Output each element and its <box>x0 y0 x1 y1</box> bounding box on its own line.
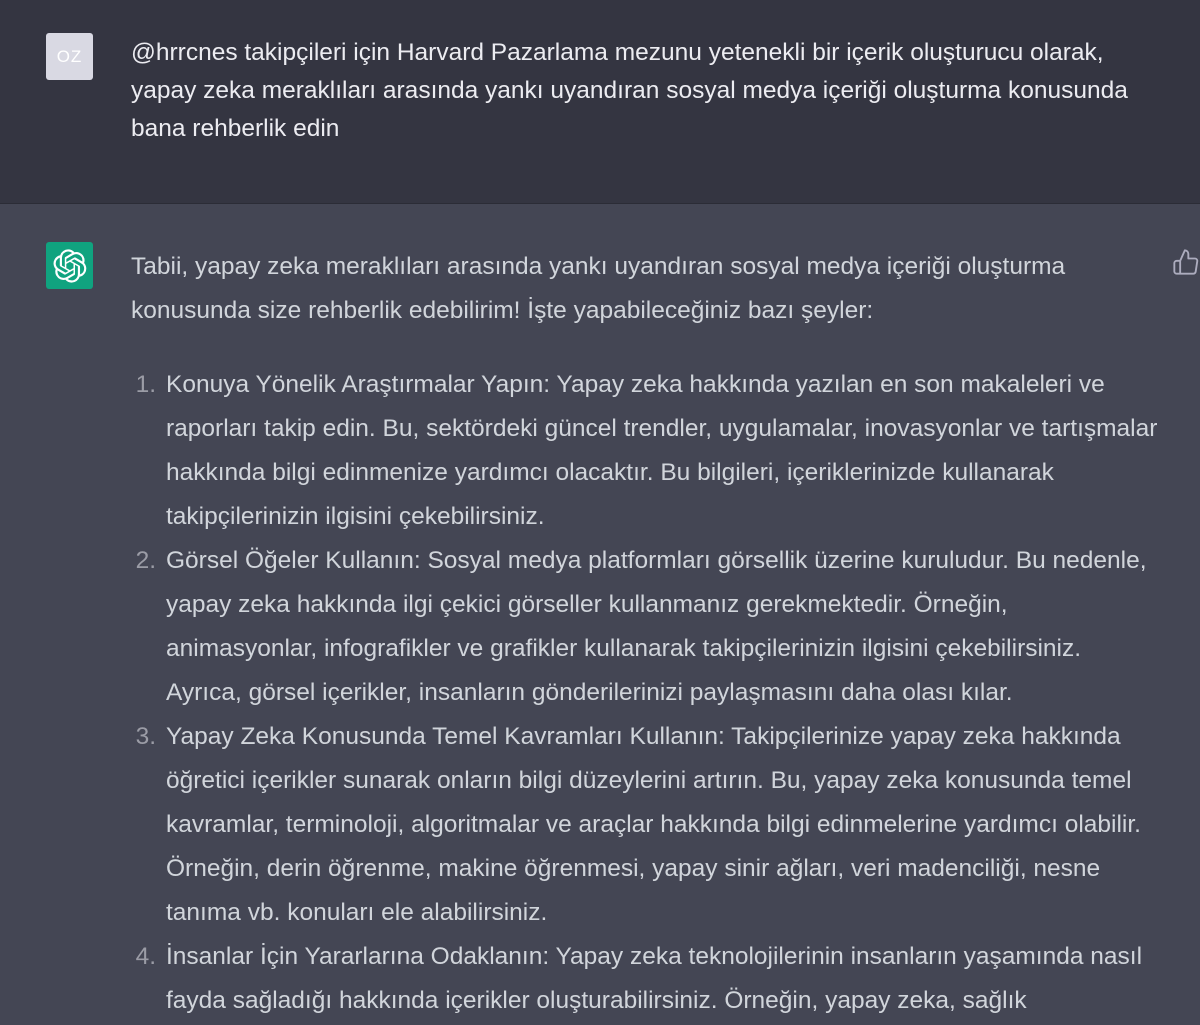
list-item-text: Görsel Öğeler Kullanın: Sosyal medya platformları görsellik üzerine kuruludur. Bu nedenle, yapay zeka hakkında ilgi çekici görseller kullanmanız gerekmektedir. Örneğin, animasyonlar, infografikler ve grafikler kullanarak takipçilerinizin ilgisini çekebilirsiniz. Ayrıca, görsel içerikler, insanların gönderilerinizi paylaşmasını daha olası kılar. <box>166 547 1147 706</box>
list-item-number: 2. <box>135 547 156 574</box>
list-item-text: Yapay Zeka Konusunda Temel Kavramları Kullanın: Takipçilerinize yapay zeka hakkında öğretici içerikler sunarak onların bilgi düzeylerini artırın. Bu, yapay zeka konusunda temel kavramlar, terminoloji, algoritmalar ve araçlar hakkında bilgi edinmelerine yardımcı olabilir. Örneğin, derin öğrenme, makine öğrenmesi, yapay sinir ağları, veri madenciliği, nesne tanıma vb. konuları ele alabilirsiniz. <box>166 723 1141 926</box>
user-avatar <box>46 33 93 80</box>
list-item-number: 3. <box>135 723 156 750</box>
list-item-text: Konuya Yönelik Araştırmalar Yapın: Yapay zeka hakkında yazılan en son makaleleri ve raporları takip edin. Bu, sektördeki güncel trendler, uygulamalar, inovasyonlar ve tartışmalar hakkında bilgi edinmenize yardımcı olacaktır. Bu bilgileri, içeriklerinizde kullanarak takipçilerinizin ilgisini çekebilirsiniz. <box>166 371 1158 530</box>
list-item <box>131 539 1161 715</box>
answer-list <box>131 363 1161 1023</box>
user-message-row <box>0 0 1200 204</box>
user-message-text: @hrrcnes takipçileri için Harvard Pazarlama mezunu yetenekli bir içerik oluşturucu olarak, yapay zeka meraklıları arasında yankı uyandıran sosyal medya içeriği oluşturma konusunda bana rehberlik edin <box>131 39 1128 142</box>
assistant-avatar <box>46 242 93 289</box>
user-avatar-initials: OZ <box>56 46 83 66</box>
list-item <box>131 715 1161 935</box>
assistant-intro: Tabii, yapay zeka meraklıları arasında yankı uyandıran sosyal medya içeriği oluşturma konusunda size rehberlik edebilirim! İşte yapabileceğiniz bazı şeyler: <box>131 253 1066 324</box>
assistant-message-content <box>131 245 1161 1023</box>
list-item-number: 4. <box>135 943 156 970</box>
list-item <box>131 363 1161 539</box>
list-item-number: 1. <box>135 371 156 398</box>
list-item <box>131 935 1161 1023</box>
thumbs-up-icon <box>1172 248 1200 276</box>
assistant-message-row <box>0 204 1200 1025</box>
openai-logo-icon <box>53 249 87 283</box>
list-item-text: İnsanlar İçin Yararlarına Odaklanın: Yapay zeka teknolojilerinin insanların yaşamında nasıl fayda sağladığı hakkında içerikler oluşturabilirsiniz. Örneğin, yapay zeka, sağlık <box>166 943 1143 1014</box>
thumbs-up-button[interactable] <box>1172 248 1200 276</box>
